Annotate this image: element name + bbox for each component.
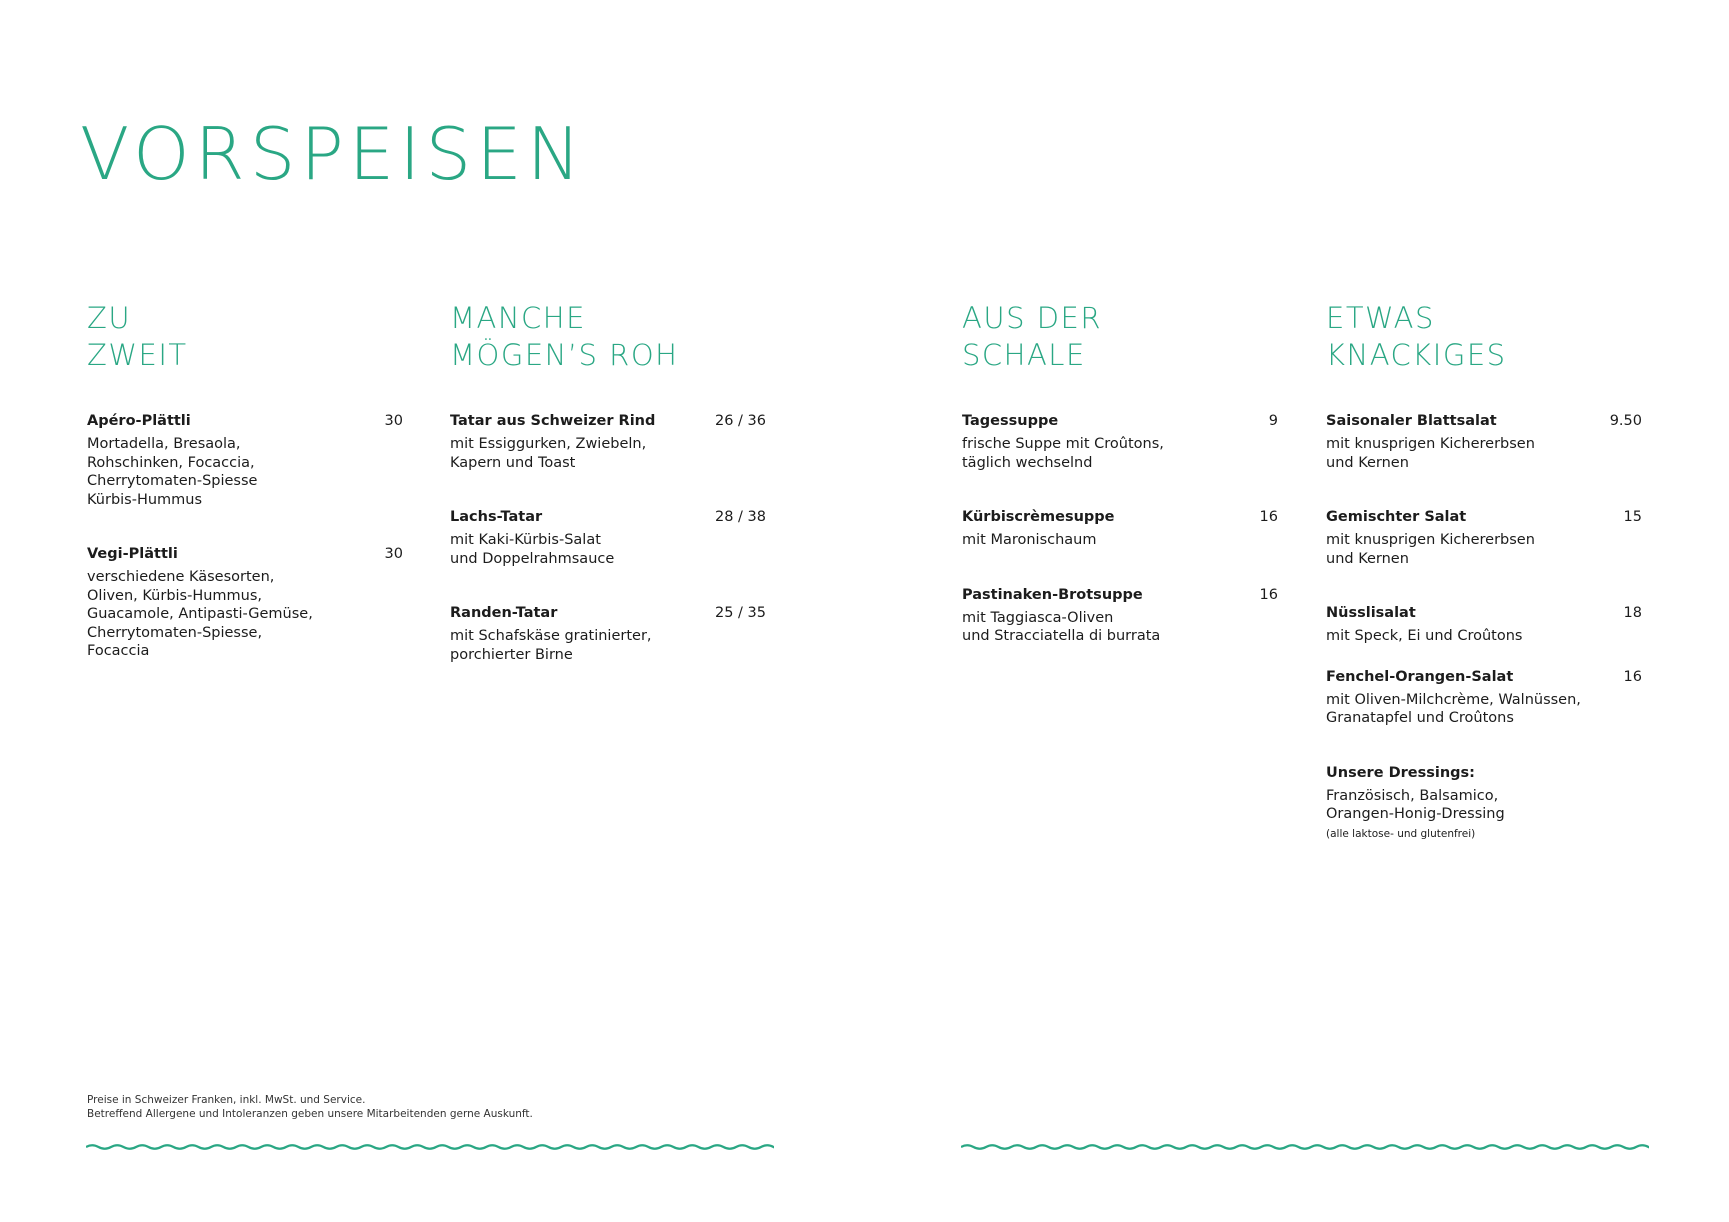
item-name: Lachs-Tatar: [450, 509, 543, 525]
description-line: Focaccia: [87, 643, 150, 659]
footer-note: [87, 1093, 533, 1121]
column-heading: [962, 300, 1278, 412]
menu-item-dressings: [1326, 764, 1642, 841]
item-name: Tagessuppe: [962, 413, 1059, 429]
wave-divider-right: [961, 1140, 1649, 1154]
menu-item-vegi-plaettli: [87, 545, 403, 661]
description-line: mit Maronischaum: [962, 532, 1097, 548]
description-line: mit Oliven-Milchcrème, Walnüssen,: [1326, 691, 1581, 708]
heading-line: ZU: [87, 301, 132, 335]
menu-item-randen-tatar: [450, 604, 766, 664]
description-line: und Doppelrahmsauce: [450, 550, 615, 567]
heading-line: ZWEIT: [87, 338, 188, 372]
menu-item-tagessuppe: [962, 412, 1278, 472]
column-heading: [1326, 300, 1642, 412]
item-description: [962, 435, 1278, 472]
heading-line: AUS DER: [962, 301, 1102, 335]
column-zu-zweit: [87, 300, 403, 661]
item-name: Gemischter Salat: [1326, 509, 1467, 525]
description-line: mit Schafskäse gratinierter,: [450, 628, 652, 644]
menu-item-pastinaken-brotsuppe: [962, 586, 1278, 646]
item-description: [1326, 787, 1642, 824]
heading-line: MÖGEN’S ROH: [450, 338, 679, 372]
item-description: [962, 609, 1278, 646]
item-description: [450, 435, 766, 472]
description-line: Orangen-Honig-Dressing: [1326, 806, 1505, 822]
menu-item-apero-plaettli: [87, 412, 403, 509]
heading-line: MANCHE: [450, 301, 586, 335]
item-price: 15: [1623, 509, 1642, 525]
item-price: 9: [1268, 413, 1278, 429]
item-name: Nüsslisalat: [1326, 605, 1416, 621]
description-line: verschiedene Käsesorten,: [87, 569, 275, 585]
item-price: 28 / 38: [714, 509, 766, 525]
menu-item-tatar-rind: [450, 412, 766, 472]
item-price: 16: [1259, 586, 1278, 603]
description-line: Französisch, Balsamico,: [1326, 787, 1499, 804]
item-name: Pastinaken-Brotsuppe: [962, 586, 1143, 603]
wave-line: [961, 1145, 1649, 1149]
item-price: 30: [384, 413, 403, 429]
item-description: [1326, 531, 1642, 568]
menu-item-gemischter-salat: [1326, 508, 1642, 568]
description-line: Rohschinken, Focaccia,: [87, 454, 255, 471]
description-line: Guacamole, Antipasti-Gemüse,: [87, 606, 313, 622]
item-price: 25 / 35: [714, 605, 766, 621]
description-line: und Stracciatella di burrata: [962, 628, 1161, 644]
item-name: Unsere Dressings:: [1326, 764, 1475, 781]
item-price: 26 / 36: [714, 413, 766, 429]
item-name: Kürbiscrèmesuppe: [962, 509, 1115, 525]
description-line: mit knusprigen Kichererbsen: [1326, 532, 1535, 548]
description-line: mit Taggiasca-Oliven: [962, 609, 1114, 626]
wave-line: [86, 1145, 774, 1149]
item-description: [87, 568, 403, 661]
description-line: porchierter Birne: [450, 646, 573, 663]
item-price: 16: [1623, 668, 1642, 685]
column-heading: [87, 300, 403, 412]
item-description: [1326, 691, 1642, 728]
item-name: Randen-Tatar: [450, 605, 558, 621]
wave-divider-left: [86, 1140, 774, 1154]
description-line: mit knusprigen Kichererbsen: [1326, 436, 1535, 452]
item-name: Vegi-Plättli: [87, 546, 178, 562]
page-title: VORSPEISEN: [80, 112, 586, 196]
menu-item-lachs-tatar: [450, 508, 766, 568]
footer-line: Betreffend Allergene und Intoleranzen geben unsere Mitarbeitenden gerne Auskunft.: [87, 1108, 533, 1120]
item-price: 9.50: [1609, 413, 1642, 429]
description-line: und Kernen: [1326, 550, 1409, 567]
item-price: 16: [1259, 509, 1278, 525]
item-description: [450, 627, 766, 664]
description-line: Cherrytomaten-Spiesse: [87, 473, 258, 489]
heading-line: SCHALE: [962, 338, 1086, 372]
description-line: Granatapfel und Croûtons: [1326, 710, 1514, 726]
item-name: Fenchel-Orangen-Salat: [1326, 668, 1514, 685]
heading-line: ETWAS: [1326, 301, 1435, 335]
item-name: Tatar aus Schweizer Rind: [450, 413, 656, 429]
item-description: [962, 531, 1278, 550]
menu-item-fenchel-orangen-salat: [1326, 668, 1642, 728]
description-line: mit Speck, Ei und Croûtons: [1326, 628, 1523, 644]
description-line: mit Essiggurken, Zwiebeln,: [450, 436, 647, 452]
dressing-note: (alle laktose- und glutenfrei): [1326, 827, 1476, 840]
column-heading: [450, 300, 766, 412]
item-name: Saisonaler Blattsalat: [1326, 413, 1497, 429]
menu-item-nuesslisalat: [1326, 604, 1642, 646]
heading-line: KNACKIGES: [1326, 338, 1507, 372]
item-description: [1326, 627, 1642, 646]
column-manche-moegens-roh: [450, 300, 766, 664]
item-price: 30: [384, 546, 403, 562]
description-line: täglich wechselnd: [962, 454, 1093, 471]
description-line: mit Kaki-Kürbis-Salat: [450, 532, 601, 548]
item-name: Apéro-Plättli: [87, 413, 191, 429]
description-line: frische Suppe mit Croûtons,: [962, 436, 1164, 452]
footer-line: Preise in Schweizer Franken, inkl. MwSt. und Service.: [87, 1094, 366, 1106]
item-price: 18: [1623, 605, 1642, 621]
description-line: Kapern und Toast: [450, 454, 576, 471]
description-line: Cherrytomaten-Spiesse,: [87, 624, 263, 641]
description-line: Kürbis-Hummus: [87, 491, 203, 508]
description-line: Mortadella, Bresaola,: [87, 436, 241, 452]
column-etwas-knackiges: [1326, 300, 1642, 841]
item-description: [450, 531, 766, 568]
item-description: [1326, 435, 1642, 472]
menu-item-saisonaler-blattsalat: [1326, 412, 1642, 472]
column-aus-der-schale: [962, 300, 1278, 646]
item-description: [87, 435, 403, 509]
description-line: und Kernen: [1326, 454, 1409, 471]
description-line: Oliven, Kürbis-Hummus,: [87, 587, 263, 604]
menu-item-kuerbiscremesuppe: [962, 508, 1278, 550]
